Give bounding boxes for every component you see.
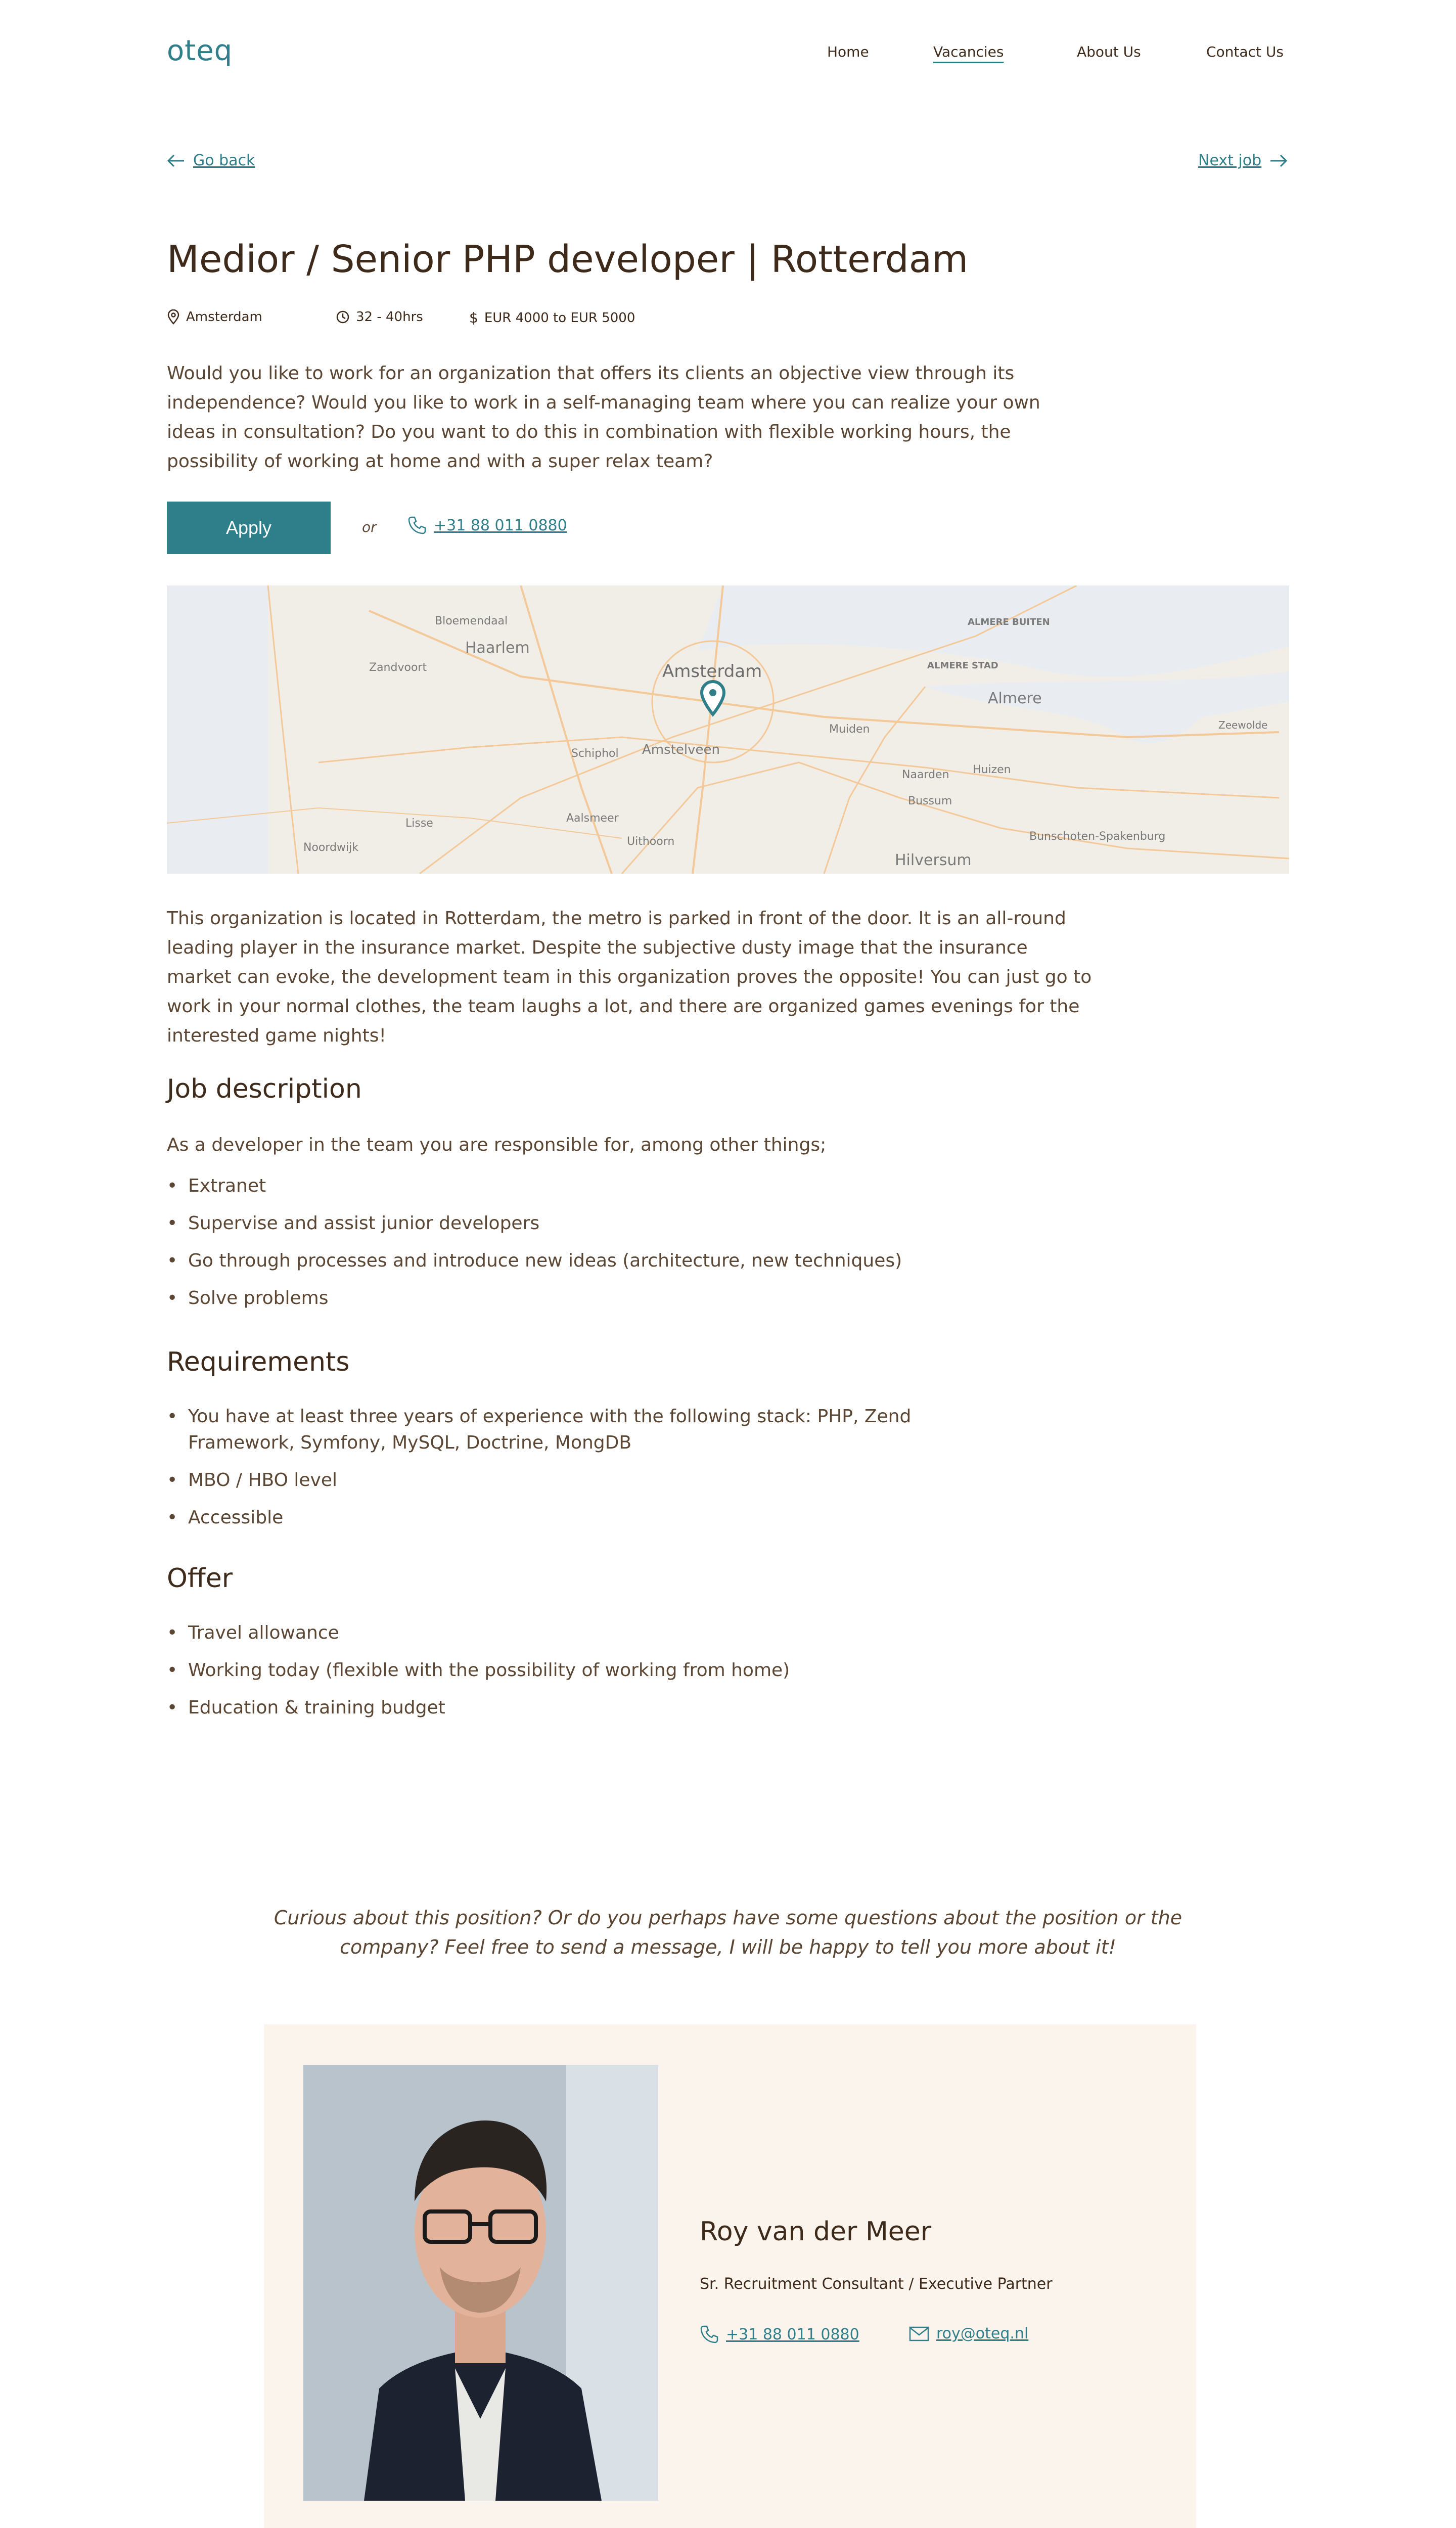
map-label: Almere [988, 690, 1042, 707]
job-title: Medior / Senior PHP developer | Rotterdam [167, 238, 969, 281]
or-label: or [362, 519, 377, 535]
job-description-intro: As a developer in the team you are responsible for, among other things; [167, 1135, 827, 1155]
map-label: ALMERE STAD [927, 660, 998, 671]
nav-vacancies-link[interactable]: Vacancies [933, 43, 1004, 60]
job-description-list [167, 1173, 1127, 1323]
apply-phone-link[interactable] [407, 516, 567, 535]
requirements-list [167, 1404, 976, 1542]
phone-icon [700, 2325, 719, 2344]
list-item: • Solve problems [167, 1285, 1127, 1312]
job-description-heading: Job description [167, 1074, 362, 1104]
apply-phone-text[interactable]: +31 88 011 0880 [434, 516, 567, 534]
map-label: Bussum [908, 795, 952, 807]
nav-about[interactable] [1077, 43, 1141, 60]
job-intro: Would you like to work for an organization that offers its clients an objective view through its independence? Would you like to work in a self-managing team where you can realize your own ideas in consultation? Do you want to do this in combination with flexible working hours, the possibility of working at home and with a super relax team? [167, 363, 1040, 472]
list-item: • Accessible [167, 1505, 976, 1531]
offer-heading: Offer [167, 1563, 233, 1594]
list-item: • MBO / HBO level [167, 1467, 976, 1494]
map-label: Muiden [829, 723, 870, 736]
list-item: • Travel allowance [167, 1620, 1127, 1646]
map-label: ALMERE BUITEN [968, 617, 1050, 627]
map-label: Huizen [973, 763, 1011, 776]
nav-contact[interactable] [1206, 43, 1284, 60]
list-item: • You have at least three years of experience with the following stack: PHP, Zend Framework, Symfony, MySQL, Doctrine, MongDB [167, 1404, 976, 1456]
list-item: • Go through processes and introduce new ideas (architecture, new techniques) [167, 1248, 1127, 1274]
logo[interactable]: oteq [167, 34, 233, 67]
go-back-label[interactable]: Go back [193, 152, 255, 169]
clock-icon [336, 310, 350, 324]
map-label: Hilversum [895, 851, 972, 869]
map-label: Uithoorn [627, 835, 675, 848]
arrow-left-icon [167, 154, 185, 168]
map-label: Amstelveen [642, 742, 720, 757]
offer-list [167, 1620, 1127, 1732]
list-item: • Supervise and assist junior developers [167, 1210, 1127, 1237]
recruiter-email-text[interactable]: roy@oteq.nl [936, 2325, 1029, 2342]
requirements-heading: Requirements [167, 1347, 350, 1377]
job-salary-text: EUR 4000 to EUR 5000 [484, 310, 635, 326]
map-pin-icon [167, 309, 180, 325]
job-location-text: Amsterdam [186, 309, 262, 325]
map-label: Amsterdam [662, 661, 762, 682]
list-item: • Extranet [167, 1173, 1127, 1199]
arrow-right-icon [1269, 154, 1288, 168]
next-job-label[interactable]: Next job [1198, 152, 1262, 169]
job-salary [469, 309, 635, 326]
go-back-link[interactable] [167, 152, 255, 169]
map-label: Noordwijk [303, 841, 358, 854]
recruiter-photo [303, 2065, 658, 2501]
list-item: • Working today (flexible with the possibility of working from home) [167, 1657, 1127, 1684]
map-marker-icon[interactable] [702, 682, 724, 714]
map-label: Schiphol [571, 747, 619, 760]
recruiter-name: Roy van der Meer [700, 2217, 932, 2247]
apply-button[interactable]: Apply [167, 502, 331, 554]
recruiter-card [264, 2024, 1196, 2528]
nav-home-link[interactable]: Home [827, 43, 869, 60]
nav-about-link[interactable]: About Us [1077, 43, 1141, 60]
nav-contact-link[interactable]: Contact Us [1206, 43, 1284, 60]
recruiter-phone-text[interactable]: +31 88 011 0880 [726, 2325, 859, 2343]
map-label: Aalsmeer [566, 812, 619, 825]
recruiter-phone-link[interactable] [700, 2325, 859, 2344]
job-hours-text: 32 - 40hrs [356, 309, 423, 325]
recruiter-role: Sr. Recruitment Consultant / Executive Partner [700, 2275, 1053, 2293]
contact-quote: Curious about this position? Or do you perhaps have some questions about the position or the company? Feel free to send a message, I will be happy to tell you more about it! [274, 1907, 1182, 1958]
org-description: This organization is located in Rotterdam, the metro is parked in front of the door. It is an all-round leading player in the insurance market. Despite the subjective dusty image that the insurance market can evoke, the development team in this organization proves the opposite! You can just go to work in your normal clothes, the team laughs a lot, and there are organized games evenings for the interested game nights! [167, 908, 1092, 1046]
phone-icon [407, 516, 427, 535]
recruiter-email-link[interactable] [909, 2325, 1028, 2342]
location-map[interactable] [167, 585, 1289, 874]
map-label: Naarden [902, 769, 949, 781]
job-location [167, 309, 262, 325]
map-label: Zandvoort [369, 661, 427, 674]
list-item: • Education & training budget [167, 1695, 1127, 1721]
next-job-link[interactable] [1198, 152, 1288, 169]
dollar-icon: $ [469, 309, 478, 326]
map-label: Lisse [405, 817, 433, 830]
map-label: Bunschoten-Spakenburg [1029, 830, 1166, 843]
map-label: Haarlem [465, 639, 530, 657]
map-label: Bloemendaal [435, 615, 508, 627]
mail-icon [909, 2326, 929, 2342]
map-label: Zeewolde [1218, 719, 1268, 731]
job-hours [336, 309, 423, 325]
nav-vacancies[interactable] [933, 43, 1004, 60]
nav-home[interactable] [827, 43, 869, 60]
